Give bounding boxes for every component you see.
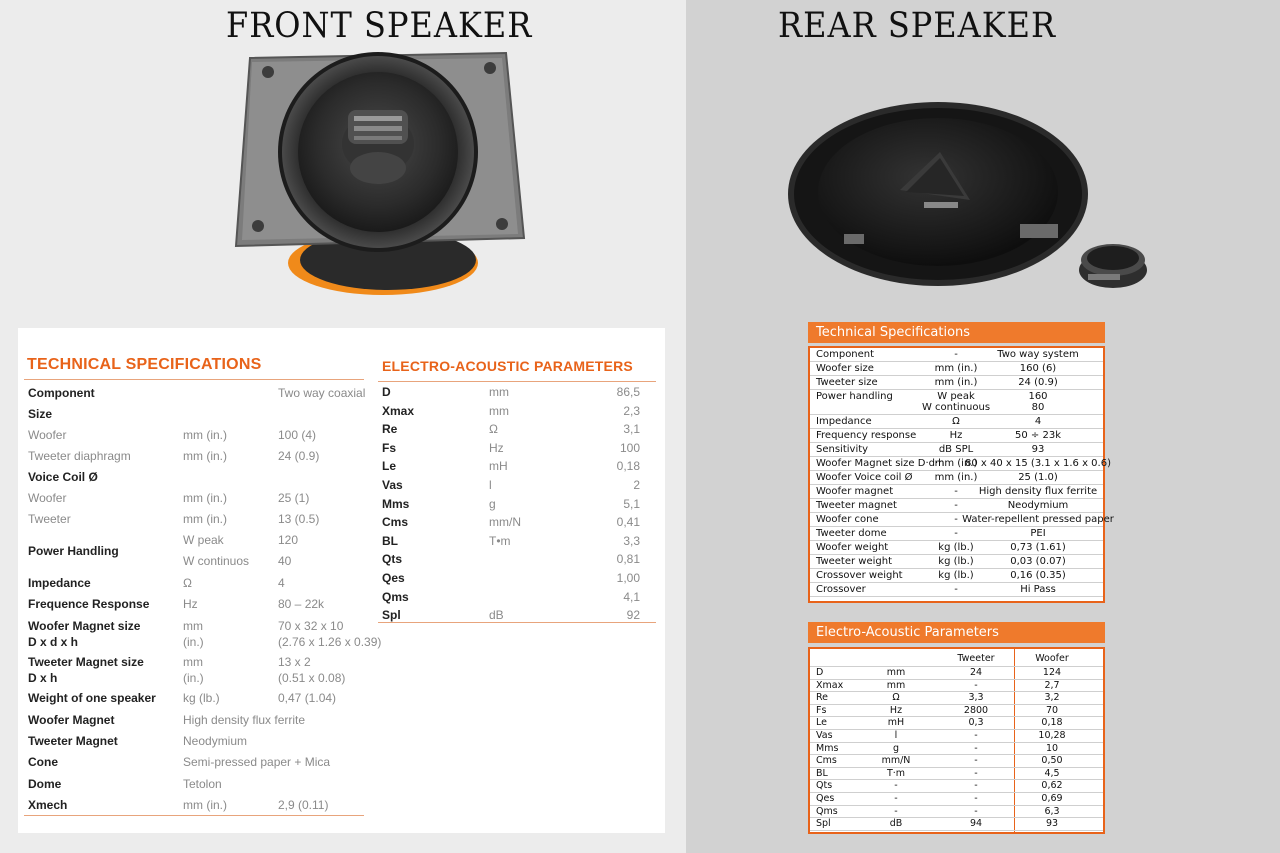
front-ea-title: ELECTRO-ACOUSTIC PARAMETERS: [382, 358, 633, 374]
front-tech-unit: Semi-pressed paper + Mica: [183, 755, 331, 769]
rear-ea-woofer: 0,62: [1041, 780, 1063, 792]
rear-ea-woofer: 124: [1042, 667, 1062, 678]
front-ea-unit: mH: [489, 459, 508, 474]
rear-tech-title: Technical Specifications: [808, 322, 1105, 343]
rear-ea-header-row: [810, 649, 1103, 667]
rear-tech-unit: Hz: [949, 430, 963, 441]
rear-ea-tweeter: -: [974, 742, 978, 754]
rear-ea-param: Spl: [816, 818, 831, 830]
rear-speaker-heading: REAR SPEAKER: [778, 4, 1057, 46]
front-tech-value: Two way coaxial: [278, 386, 366, 400]
rear-ea-row: [810, 768, 1103, 781]
front-ea-unit: T•m: [489, 533, 511, 548]
front-tech-label: Woofer Magnet size: [28, 619, 141, 633]
front-tech-value: (2.76 x 1.26 x 0.39): [278, 635, 382, 649]
rear-tech-value: 93: [1031, 444, 1045, 455]
rear-speaker-image: [788, 96, 1148, 310]
front-ea-param: Mms: [382, 496, 410, 511]
rear-ea-row: [810, 680, 1103, 693]
rear-ea-tweeter: -: [974, 729, 978, 741]
rear-tech-value: 0,73 (1.61): [1010, 542, 1066, 553]
front-tech-bottom-rule: [24, 815, 364, 816]
rear-ea-row: [810, 667, 1103, 680]
rear-tech-value: 4: [1034, 416, 1042, 427]
rear-tech-unit: kg (lb.): [938, 542, 974, 553]
rear-ea-woofer: 2,7: [1044, 679, 1060, 691]
front-tech-value: 120: [278, 533, 299, 547]
front-tech-value: 4: [278, 576, 285, 590]
rear-ea-unit: T·m: [886, 767, 906, 779]
rear-tech-label: Tweeter weight: [816, 556, 893, 567]
rear-ea-unit: Ω: [892, 692, 900, 704]
rear-tech-row: [810, 513, 1114, 527]
front-ea-value: 92: [626, 608, 640, 623]
front-ea-value: 2,3: [623, 403, 640, 418]
front-tech-value: 80 – 22k: [278, 597, 325, 611]
front-tech-label: D x d x h: [28, 635, 79, 649]
rear-ea-param: Qms: [816, 805, 838, 817]
rear-tech-value: 160 (6): [1019, 363, 1057, 374]
front-tech-unit: High density flux ferrite: [183, 713, 306, 727]
rear-tech-unit: -: [954, 528, 958, 539]
rear-tech-row: [810, 555, 1103, 569]
rear-tech-unit: -: [954, 514, 958, 525]
rear-ea-woofer: 93: [1045, 818, 1059, 830]
front-tech-value: 13 x 2: [278, 655, 311, 669]
front-ea-value: 86,5: [616, 385, 640, 399]
rear-tech-unit: W continuous: [921, 402, 991, 413]
rear-tech-unit: mm (in.): [934, 377, 978, 388]
front-ea-param: D: [382, 385, 391, 399]
rear-tech-label: Frequency response: [816, 430, 917, 441]
rear-tech-row: [810, 569, 1103, 583]
front-tech-value: 70 x 32 x 10: [278, 619, 344, 633]
front-tech-label: Woofer: [28, 428, 67, 442]
front-ea-param: Xmax: [382, 403, 415, 418]
rear-ea-tweeter: 94: [969, 818, 983, 830]
front-tech-label: D x h: [28, 671, 58, 685]
front-ea-unit: mm/N: [489, 515, 521, 530]
rear-tech-row: [810, 376, 1103, 390]
front-ea-value: 2: [633, 478, 640, 492]
front-ea-value: 0,41: [616, 515, 640, 530]
rear-tech-unit: Ω: [952, 416, 960, 427]
front-tech-label: Tweeter: [28, 512, 71, 526]
front-tech-unit: (in.): [183, 671, 204, 685]
front-tech-label: Tweeter Magnet size: [28, 655, 144, 669]
front-ea-unit: mm: [489, 385, 509, 399]
rear-ea-col-tweeter: Tweeter: [957, 653, 995, 664]
rear-ea-unit: -: [894, 780, 898, 792]
rear-tech-value: 25 (1.0): [1018, 472, 1058, 483]
rear-ea-param: Qts: [816, 780, 833, 792]
front-ea-unit: g: [489, 496, 496, 511]
rear-tech-unit: dB SPL: [938, 444, 974, 455]
rear-ea-row: [810, 806, 1103, 819]
front-ea-value: 0,81: [616, 552, 640, 567]
rear-ea-row: [810, 818, 1103, 831]
front-tech-label: Cone: [28, 755, 58, 769]
front-tech-value: 0,47 (1.04): [278, 691, 337, 705]
rear-ea-unit: -: [894, 805, 898, 817]
front-ea-param: Cms: [382, 515, 409, 530]
rear-ea-row: [810, 730, 1103, 743]
rear-ea-param: Qes: [816, 792, 835, 804]
rear-tech-unit: W peak: [937, 391, 975, 402]
front-speaker-image: [228, 48, 528, 298]
front-tech-title: TECHNICAL SPECIFICATIONS: [27, 356, 262, 373]
front-tech-label: Frequence Response: [28, 597, 150, 611]
rear-ea-tweeter: 3,3: [968, 692, 984, 704]
rear-tech-unit: -: [954, 349, 958, 360]
rear-ea-row: [810, 755, 1103, 768]
rear-tech-row: [810, 583, 1103, 597]
rear-ea-tweeter: -: [974, 805, 978, 817]
front-tech-value: 40: [278, 554, 292, 568]
rear-tech-unit: mm (in.): [934, 363, 978, 374]
front-tech-label: Power Handling: [28, 544, 119, 558]
rear-ea-row: [810, 717, 1103, 730]
front-ea-unit: dB: [489, 608, 504, 623]
rear-tech-label: Woofer size: [816, 363, 874, 374]
front-ea-param: Re: [382, 422, 398, 437]
rear-ea-row: [810, 780, 1103, 793]
rear-tech-value: High density flux ferrite: [978, 486, 1098, 497]
front-ea-value: 1,00: [616, 571, 640, 585]
rear-ea-unit: mm/N: [881, 755, 911, 767]
rear-tech-row: [810, 527, 1103, 541]
rear-tech-row: [810, 362, 1103, 376]
front-ea-unit: mm: [489, 403, 509, 418]
rear-ea-tweeter: -: [974, 767, 978, 779]
rear-ea-title: Electro-Acoustic Parameters: [808, 622, 1105, 643]
rear-tech-row: [810, 429, 1103, 443]
rear-ea-unit: -: [894, 792, 898, 804]
rear-ea-unit: mm: [886, 679, 906, 691]
rear-ea-woofer: 3,2: [1044, 692, 1060, 704]
rear-tech-table: [808, 346, 1114, 603]
rear-ea-param: Vas: [816, 729, 833, 741]
front-ea-param: Qms: [382, 589, 409, 604]
rear-tech-label: Tweeter dome: [816, 528, 887, 539]
rear-tech-unit: -: [954, 500, 958, 511]
front-tech-unit: mm: [183, 619, 203, 633]
rear-tech-label: Crossover weight: [816, 570, 903, 581]
rear-tech-value: 0,03 (0.07): [1010, 556, 1066, 567]
front-ea-param: Fs: [382, 440, 397, 455]
rear-ea-woofer: 10: [1045, 742, 1059, 754]
rear-ea-tweeter: 0,3: [968, 717, 984, 729]
front-ea-param: Le: [382, 459, 397, 474]
rear-tech-value: Neodymium: [1007, 500, 1069, 511]
rear-tech-label: Sensitivity: [816, 444, 869, 455]
rear-tech-label: Woofer magnet: [816, 486, 894, 497]
rear-tech-row: [810, 348, 1103, 362]
front-tech-value: 2,9 (0.11): [278, 798, 329, 812]
rear-ea-table: [808, 647, 1105, 834]
front-spec-card: [18, 328, 665, 833]
rear-tech-label: Power handling: [816, 391, 893, 402]
rear-ea-param: BL: [816, 767, 828, 779]
front-tech-unit: mm (in.): [183, 491, 227, 505]
front-tech-label: Impedance: [28, 576, 91, 590]
rear-tech-unit: mm (in.): [934, 458, 978, 469]
rear-ea-unit: dB: [889, 818, 903, 830]
rear-ea-row: [810, 692, 1103, 705]
front-ea-unit: Hz: [489, 440, 504, 455]
front-tech-rule: [24, 379, 364, 380]
rear-ea-unit: Hz: [889, 704, 903, 716]
rear-ea-woofer: 0,18: [1041, 717, 1063, 729]
front-tech-label: Component: [28, 386, 95, 400]
front-tech-unit: W continuos: [183, 554, 250, 568]
rear-tech-unit: -: [954, 584, 958, 595]
rear-tech-value: Water-repellent pressed paper: [962, 514, 1114, 525]
rear-ea-woofer: 70: [1045, 704, 1059, 716]
rear-tech-row: [810, 471, 1103, 485]
front-ea-value: 100: [619, 440, 640, 455]
front-tech-value: 13 (0.5): [278, 512, 320, 526]
front-tech-unit: kg (lb.): [183, 691, 220, 705]
rear-ea-param: Le: [816, 717, 827, 729]
rear-ea-tweeter: -: [974, 792, 978, 804]
front-ea-param: Spl: [382, 608, 401, 623]
rear-ea-tweeter: 24: [969, 667, 983, 678]
front-tech-unit: Hz: [183, 597, 198, 611]
rear-ea-woofer: 0,50: [1041, 755, 1063, 767]
front-ea-unit: Ω: [489, 422, 498, 437]
rear-tech-row: [810, 415, 1103, 429]
rear-tech-row: [810, 457, 1111, 471]
rear-ea-tweeter: -: [974, 780, 978, 792]
front-tech-label: Xmech: [28, 798, 68, 812]
front-tech-unit: W peak: [183, 533, 224, 547]
rear-ea-col-woofer: Woofer: [1035, 653, 1069, 664]
front-tech-label: Woofer: [28, 491, 67, 505]
front-tech-label: Tweeter diaphragm: [28, 449, 131, 463]
rear-tech-value: 80: [1031, 402, 1045, 413]
rear-ea-row: [810, 743, 1103, 756]
rear-tech-label: Woofer Magnet size D·d·h: [816, 458, 945, 469]
front-tech-label: Woofer Magnet: [28, 713, 115, 727]
front-tech-value: 100 (4): [278, 428, 317, 442]
rear-tech-label: Tweeter magnet: [816, 500, 897, 511]
rear-tech-label: Impedance: [816, 416, 872, 427]
front-tech-unit: Tetolon: [183, 777, 222, 791]
front-tech-label: Weight of one speaker: [28, 691, 156, 705]
rear-tech-row: [810, 443, 1103, 457]
front-ea-param: BL: [382, 533, 398, 548]
front-tech-value: 25 (1): [278, 491, 310, 505]
front-tech-unit: mm (in.): [183, 798, 227, 812]
front-ea-value: 3,1: [623, 422, 640, 437]
front-tech-unit: Neodymium: [183, 734, 248, 748]
rear-tech-unit: kg (lb.): [938, 570, 974, 581]
front-tech-value: (0.51 x 0.08): [278, 671, 346, 685]
rear-ea-woofer: 10,28: [1038, 729, 1066, 741]
front-ea-value: 5,1: [623, 496, 640, 511]
rear-tech-row: [810, 485, 1103, 499]
front-tech-label: Voice Coil Ø: [28, 470, 98, 484]
front-tech-label: Size: [28, 407, 53, 421]
front-tech-label: Tweeter Magnet: [28, 734, 118, 748]
rear-ea-row: [810, 793, 1103, 806]
rear-ea-tweeter: -: [974, 755, 978, 767]
rear-tech-unit: mm (in.): [934, 472, 978, 483]
rear-ea-woofer: 6,3: [1044, 805, 1060, 817]
front-ea-value: 4,1: [623, 589, 640, 604]
rear-tech-label: Tweeter size: [816, 377, 878, 388]
front-tech-unit: Ω: [183, 576, 192, 590]
rear-tech-row: [810, 499, 1103, 513]
rear-tech-label: Component: [816, 349, 875, 360]
rear-ea-param: Re: [816, 692, 829, 704]
rear-ea-unit: mm: [886, 667, 906, 678]
rear-ea-woofer: 4,5: [1044, 767, 1060, 779]
rear-ea-unit: g: [892, 742, 900, 754]
front-ea-bottom-rule: [378, 622, 656, 623]
rear-ea-unit: l: [894, 729, 898, 741]
rear-ea-row: [810, 705, 1103, 718]
rear-tech-value: PEI: [1030, 528, 1046, 539]
front-ea-param: Vas: [382, 478, 403, 492]
front-speaker-heading: FRONT SPEAKER: [226, 4, 533, 46]
rear-tech-label: Woofer Voice coil Ø: [816, 472, 913, 483]
front-ea-param: Qes: [382, 571, 405, 585]
rear-tech-label: Woofer weight: [816, 542, 889, 553]
rear-tech-unit: kg (lb.): [938, 556, 974, 567]
rear-ea-param: Xmax: [816, 679, 844, 691]
rear-ea-woofer: 0,69: [1041, 792, 1063, 804]
rear-ea-tweeter: -: [974, 679, 978, 691]
rear-tech-value: 0,16 (0.35): [1010, 570, 1066, 581]
front-ea-param: Qts: [382, 552, 403, 567]
rear-tech-value: 160: [1028, 391, 1048, 402]
rear-tech-label: Woofer cone: [816, 514, 879, 525]
front-tech-value: 24 (0.9): [278, 449, 320, 463]
rear-tech-value: Hi Pass: [1020, 584, 1056, 595]
rear-ea-param: Mms: [816, 742, 839, 754]
rear-ea-param: D: [816, 667, 824, 678]
front-tech-unit: mm (in.): [183, 512, 227, 526]
rear-tech-value: 24 (0.9): [1018, 377, 1058, 388]
rear-tech-value: 80 x 40 x 15 (3.1 x 1.6 x 0.6): [965, 458, 1111, 469]
rear-tech-unit: -: [954, 486, 958, 497]
front-ea-value: 3,3: [623, 533, 640, 548]
rear-ea-tweeter: 2800: [963, 704, 989, 716]
rear-tech-row: [810, 390, 1103, 415]
front-tech-unit: mm (in.): [183, 428, 227, 442]
rear-tech-value: Two way system: [997, 349, 1079, 360]
rear-tech-value: 50 ÷ 23k: [1015, 430, 1061, 441]
rear-ea-param: Fs: [816, 704, 827, 716]
rear-tech-row: [810, 541, 1103, 555]
rear-ea-param: Cms: [816, 755, 837, 767]
rear-ea-unit: mH: [887, 717, 905, 729]
front-tech-unit: mm: [183, 655, 203, 669]
front-ea-unit: l: [489, 478, 492, 492]
front-tech-unit: mm (in.): [183, 449, 227, 463]
front-ea-rule: [378, 381, 656, 382]
front-tech-unit: (in.): [183, 635, 204, 649]
rear-tech-label: Crossover: [816, 584, 866, 595]
front-ea-value: 0,18: [616, 459, 640, 474]
front-tech-label: Dome: [28, 777, 62, 791]
